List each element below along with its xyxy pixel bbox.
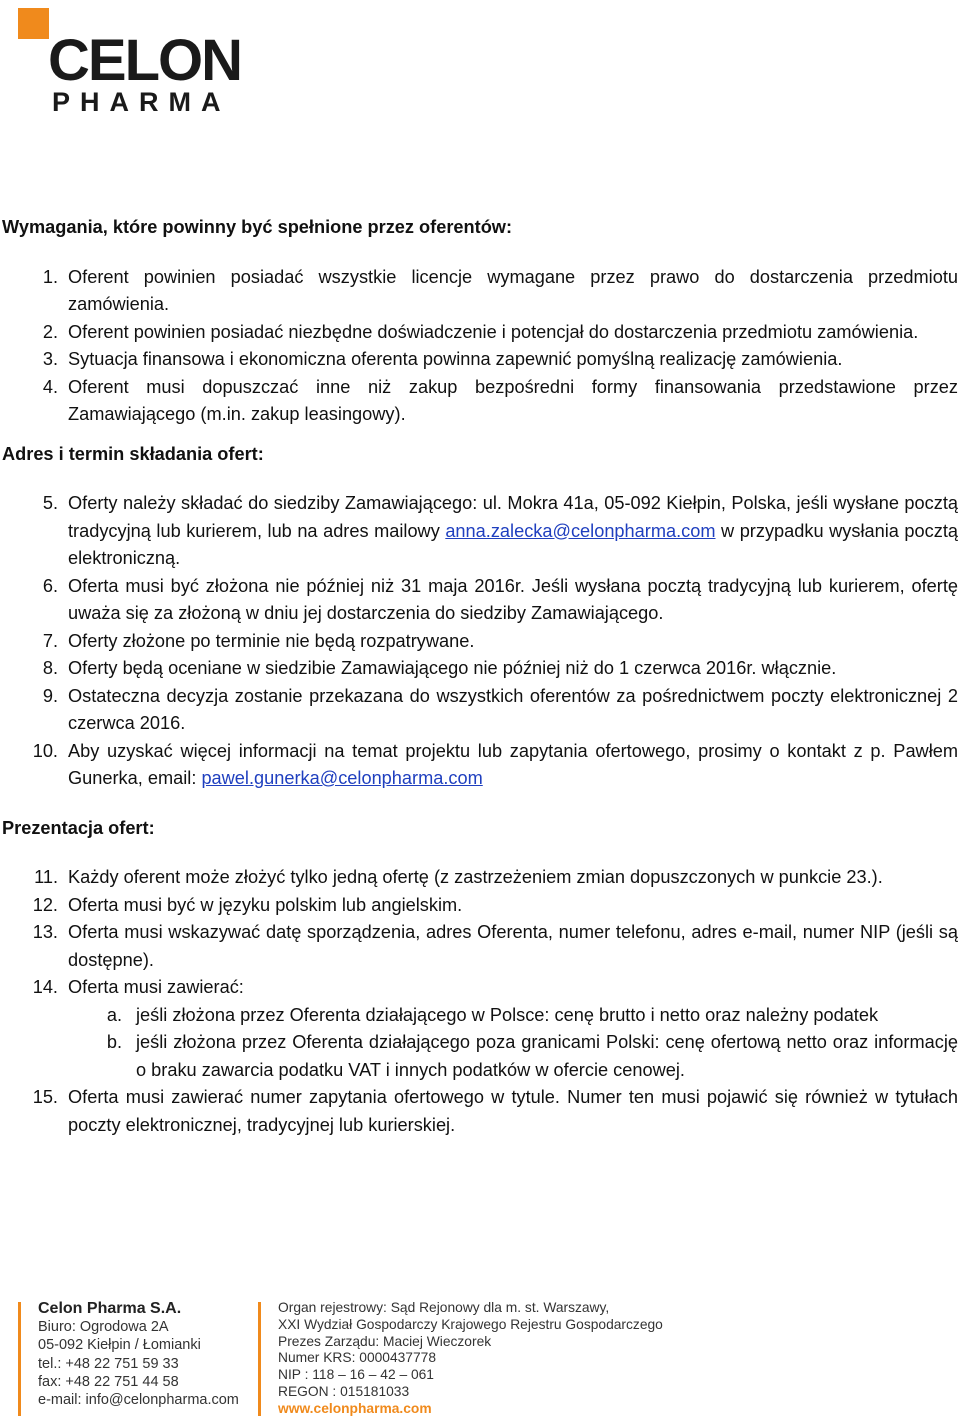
footer-registry-block <box>278 1300 663 1418</box>
sub-item-letter: a. <box>106 1004 122 1025</box>
footer-line: fax: +48 22 751 44 58 <box>38 1373 179 1390</box>
list-item <box>0 490 958 573</box>
document-body <box>0 212 958 1139</box>
footer-line: e-mail: info@celonpharma.com <box>38 1392 239 1409</box>
submission-heading: Adres i termin składania ofert: <box>2 443 264 464</box>
list-item <box>0 1084 958 1139</box>
footer-line: 05-092 Kiełpin / Łomianki <box>38 1337 201 1354</box>
item-text: Aby uzyskać więcej informacji na temat projektu lub zapytania ofertowego, prosimy o kontakt z p. Pawłem Gunerka, email: <box>68 740 958 788</box>
sub-item-text: jeśli złożona przez Oferenta działającego w Polsce: cenę brutto i netto oraz należny podatek <box>136 1004 879 1025</box>
item-number: 3. <box>42 349 58 369</box>
footer-website-link[interactable]: www.celonpharma.com <box>278 1400 432 1416</box>
footer-accent-bar <box>18 1302 21 1416</box>
item-text: Oferta musi być w języku polskim lub angielskim. <box>68 894 463 915</box>
item-number: 8. <box>42 658 58 678</box>
item-number: 6. <box>42 575 58 596</box>
presentation-list <box>0 864 958 1139</box>
list-item <box>0 628 958 656</box>
item-text: Oferent musi dopuszczać inne niż zakup bezpośredni formy finansowania przedstawione przez Zamawiającego (m.in. zakup leasingowy). <box>68 376 958 424</box>
item-text: Oferta musi zawierać: <box>68 977 244 997</box>
item-text: Oferty złożone po terminie nie będą rozpatrywane. <box>68 630 475 651</box>
item-number: 14. <box>32 977 58 997</box>
sub-list <box>0 1002 958 1085</box>
footer-accent-bar <box>258 1302 261 1416</box>
item-text: Ostateczna decyzja zostanie przekazana do wszystkich oferentów za pośrednictwem poczty elektronicznej 2 czerwca 2016. <box>68 685 958 733</box>
item-text: Oferta musi zawierać numer zapytania ofertowego w tytule. Numer ten musi pojawić się również w tytułach poczty elektronicznej, tradycyjnej lub kurierskiej. <box>68 1087 958 1135</box>
list-item <box>0 573 958 628</box>
sub-item-text: jeśli złożona przez Oferenta działającego poza granicami Polski: cenę ofertową netto oraz informację o braku zawarcia podatku VAT i innych podatków w ofercie cenowej. <box>136 1032 958 1080</box>
item-text-continued: w przypadku wysłania pocztą elektroniczną. <box>68 520 958 568</box>
list-item <box>0 892 958 920</box>
requirements-list <box>0 264 958 429</box>
footer-line: REGON : 015181033 <box>278 1383 410 1399</box>
email-link-anna-zalecka[interactable]: anna.zalecka@celonpharma.com <box>445 520 716 541</box>
list-item <box>0 738 958 793</box>
list-item <box>0 974 958 1084</box>
footer-company-block <box>38 1300 239 1409</box>
item-number: 12. <box>32 894 58 915</box>
sub-list-item <box>0 1002 958 1030</box>
submission-list <box>0 490 958 793</box>
item-text: Oferty należy składać do siedziby Zamawiającego: ul. Mokra 41a, 05-092 Kiełpin, Polska, jeśli wysłane pocztą tradycyjną lub kurierem, lub na adres mailowy <box>68 493 958 541</box>
logo-wordmark-celon: CELON <box>48 28 241 93</box>
list-item <box>0 374 958 429</box>
footer-line: Numer KRS: 0000437778 <box>278 1350 436 1366</box>
list-item <box>0 346 958 374</box>
item-number: 11. <box>34 867 58 887</box>
footer-line: XXI Wydział Gospodarczy Krajowego Rejestru Gospodarczego <box>278 1316 663 1332</box>
orange-square-icon <box>18 8 49 39</box>
footer <box>18 1296 958 1422</box>
item-text: Każdy oferent może złożyć tylko jedną ofertę (z zastrzeżeniem zmian dopuszczonych w punkcie 23.). <box>68 867 883 887</box>
list-item <box>0 655 958 683</box>
item-number: 10. <box>32 740 58 761</box>
item-number: 15. <box>32 1087 58 1107</box>
footer-line: Biuro: Ogrodowa 2A <box>38 1319 169 1336</box>
item-number: 9. <box>42 685 58 706</box>
email-link-pawel-gunerka[interactable]: pawel.gunerka@celonpharma.com <box>201 768 483 788</box>
footer-line: Organ rejestrowy: Sąd Rejonowy dla m. st. Warszawy, <box>278 1300 610 1315</box>
sub-item-letter: b. <box>106 1032 122 1052</box>
item-number: 13. <box>32 922 58 942</box>
presentation-heading: Prezentacja ofert: <box>2 817 155 838</box>
item-number: 5. <box>42 493 58 513</box>
item-text: Oferent powinien posiadać wszystkie licencje wymagane przez prawo do dostarczenia przedmiotu zamówienia. <box>68 266 958 314</box>
item-number: 4. <box>42 376 58 397</box>
sub-list-item <box>0 1029 958 1084</box>
list-item <box>0 919 958 974</box>
list-item <box>0 864 958 892</box>
item-number: 1. <box>42 266 58 287</box>
item-text: Oferent powinien posiadać niezbędne doświadczenie i potencjał do dostarczenia przedmiotu zamówienia. <box>68 321 919 342</box>
item-text: Oferty będą oceniane w siedzibie Zamawiającego nie później niż do 1 czerwca 2016r. włącznie. <box>68 658 837 678</box>
item-text: Oferta musi być złożona nie później niż 31 maja 2016r. Jeśli wysłana pocztą tradycyjną lub kurierem, ofertę uważa się za złożoną w dniu jej dostarczenia do siedziby Zamawiającego. <box>68 575 958 623</box>
item-text: Oferta musi wskazywać datę sporządzenia, adres Oferenta, numer telefonu, adres e-mail, numer NIP (jeśli są dostępne). <box>68 922 958 970</box>
list-item <box>0 264 958 319</box>
footer-line: NIP : 118 – 16 – 42 – 061 <box>278 1367 434 1383</box>
list-item <box>0 319 958 347</box>
logo-wordmark-pharma: PHARMA <box>52 87 231 117</box>
item-number: 2. <box>42 321 58 342</box>
item-text: Sytuacja finansowa i ekonomiczna oferenta powinna zapewnić pomyślną realizację zamówienia. <box>68 349 843 369</box>
item-number: 7. <box>42 630 58 651</box>
footer-company-name: Celon Pharma S.A. <box>38 1300 182 1317</box>
footer-line: Prezes Zarządu: Maciej Wieczorek <box>278 1333 492 1349</box>
requirements-heading: Wymagania, które powinny być spełnione przez oferentów: <box>2 217 513 237</box>
footer-line: tel.: +48 22 751 59 33 <box>38 1355 179 1372</box>
list-item <box>0 683 958 738</box>
celon-pharma-logo <box>18 8 250 118</box>
